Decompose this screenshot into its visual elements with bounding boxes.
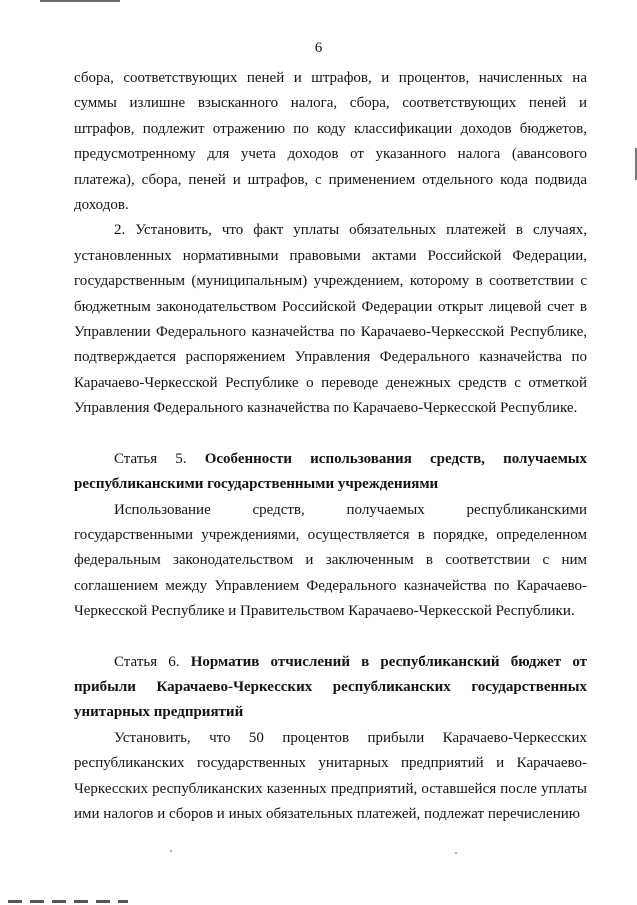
paragraph-continuation: сбора, соответствующих пеней и штрафов, и процентов, начисленных на суммы излишне взысканного налога, сбора, соответствующих пеней и штрафов, подлежит отражению по коду классификации доходов бюджетов, предусмотренному для учета доходов от указанного налога (авансового платежа), сбора, пеней и штрафов, с применением отдельного кода подвида доходов. [74,70,587,214]
article-6-body: Установить, что 50 процентов прибыли Карачаево-Черкесских республиканских государственных унитарных предприятий и Карачаево-Черкесских республиканских казенных предприятий, оставшейся после уплаты ими налогов и сборов и иных обязательных платежей, подлежат перечислению [74,729,587,822]
document-body [74,66,587,827]
article-5-heading [74,447,587,498]
article-6-title: Норматив отчислений в республиканский бюджет от прибыли Карачаево-Черкесских республиканских государственных унитарных предприятий [74,653,587,721]
article-5-title: Особенности использования средств, получаемых республиканскими государственными учреждениями [74,450,587,493]
scan-speck [170,850,172,852]
article-6-heading [74,650,587,726]
scan-artifact-bottom [8,900,128,903]
page-number: 6 [314,40,323,56]
article-5-label: Статья 5. [114,450,187,467]
article-6-label: Статья 6. [114,653,180,670]
paragraph-item-2: 2. Установить, что факт уплаты обязательных платежей в случаях, установленных нормативными правовыми актами Российской Федерации, государственным (муниципальным) учреждением, которому в соответствии с бюджетным законодательством Российской Федерации открыт лицевой счет в Управлении Федерального казначейства по Карачаево-Черкесской Республике, подтверждается распоряжением Управления Федерального казначейства по Карачаево-Черкесской Республике о переводе денежных средств с отметкой Управления Федерального казначейства по Карачаево-Черкесской Республике. [74,222,587,417]
article-5-body: Использование средств, получаемых республиканскими государственными учреждениями, осуществляется в порядке, определенном федеральным законодательством и заключенным в соответствии с ним соглашением между Управлением Федерального казначейства по Карачаево-Черкесской Республике и Правительством Карачаево-Черкесской Республики. [74,501,587,620]
scan-artifact-top [40,0,120,2]
scan-speck [455,852,457,854]
